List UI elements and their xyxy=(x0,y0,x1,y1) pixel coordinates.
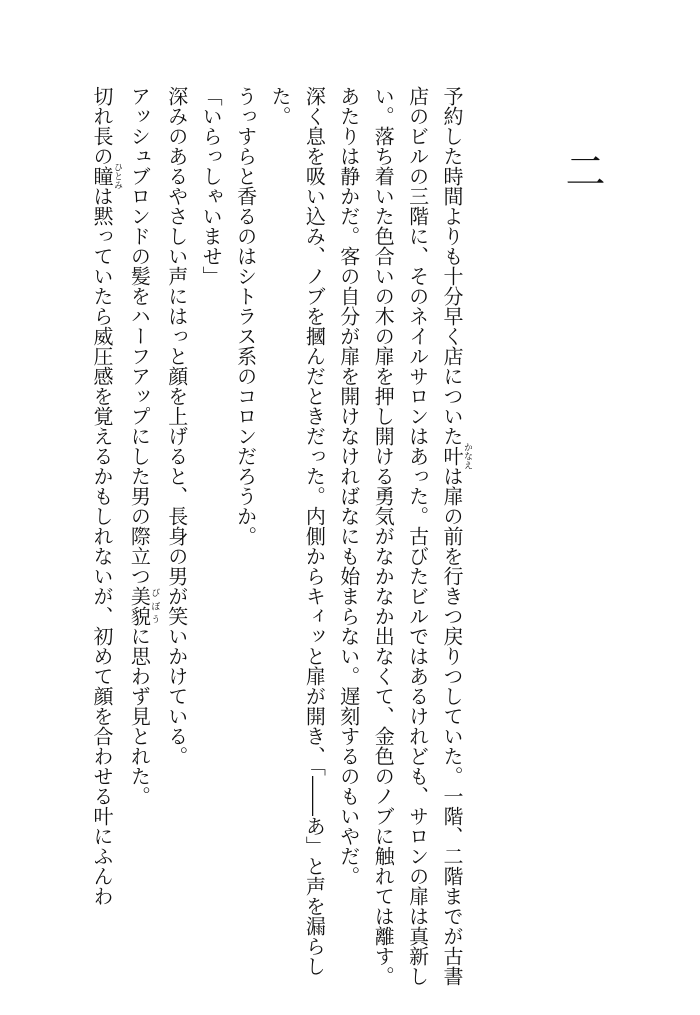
ruby-word xyxy=(127,586,160,626)
paragraph-text: は黙っていたら威圧感を覚えるかもしれないが、初めて顔を合わせる叶にふんわ xyxy=(89,186,114,906)
paragraph-text: うっすらと香るのはシトラス系のコロンだろうか。 xyxy=(233,86,258,546)
paragraph-text: は扉の前を行きつ戻りつしていた。一階、二階までが古書店のビルの三階に、そのネイルサロンはあった。古びたビルではあるけれども、サロンの扉は真新しい。落ち着いた色合いの木の扉を押し開ける勇気がなかなか出なくて、金色のノブに触れては離す。 xyxy=(371,86,464,986)
paragraph xyxy=(85,86,122,986)
ruby-word xyxy=(89,162,122,190)
ruby-base: 叶 xyxy=(440,442,464,470)
ruby-base: 美貌 xyxy=(127,586,152,626)
paragraph xyxy=(159,86,193,986)
body-text xyxy=(36,86,472,986)
ruby-word xyxy=(440,442,472,470)
paragraph-text: 「いらっしゃいませ」 xyxy=(199,86,224,286)
paragraph xyxy=(331,86,365,986)
paragraph xyxy=(228,86,262,986)
paragraph xyxy=(194,86,228,986)
paragraph-text: に思わず見とれた。 xyxy=(127,626,152,806)
paragraph xyxy=(366,86,472,986)
paragraph-text: アッシュブロンドの髪をハーフアップにした男の際立つ xyxy=(127,86,152,586)
ruby-reading: かなえ xyxy=(462,442,472,470)
paragraph-text: あたりは静かだ。客の自分が扉を開けなければなにも始まらない。遅刻するのもいやだ。 xyxy=(336,86,361,886)
paragraph-text: 切れ長の xyxy=(89,86,114,166)
paragraph-text: 深く息を吸い込み、ノブを摑んだときだった。内側からキィッと扉が開き、「――あ」と声を漏らした。 xyxy=(267,86,327,976)
ruby-reading: びぼう xyxy=(149,586,160,626)
paragraph xyxy=(263,86,332,986)
paragraph-text: 予約した時間よりも十分早く店についた xyxy=(440,86,464,446)
chapter-number: 二 xyxy=(559,150,605,190)
paragraph-text: 深みのあるやさしい声にはっと顔を上げると、長身の男が笑いかけている。 xyxy=(164,86,189,766)
paragraph xyxy=(122,86,159,986)
ruby-reading: ひとみ xyxy=(111,162,122,190)
ruby-base: 瞳 xyxy=(89,162,114,190)
